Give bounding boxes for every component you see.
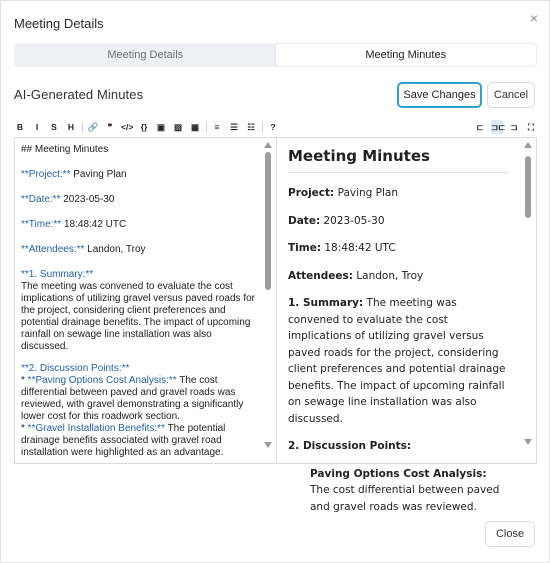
scroll-down-arrow-icon[interactable] (264, 442, 272, 448)
comment-icon[interactable]: ▣ (156, 122, 166, 132)
dialog-title: Meeting Details (14, 16, 104, 31)
preview-value: 2023-05-30 (320, 214, 385, 227)
preview-attendees (288, 268, 508, 285)
md-value: 2023-05-30 (60, 194, 115, 205)
help-icon[interactable]: ? (270, 122, 276, 132)
md-discussion-block (21, 363, 257, 459)
markdown-source-text[interactable] (21, 144, 257, 469)
preview-date (288, 213, 508, 230)
preview-heading: Meeting Minutes (288, 146, 508, 173)
table-icon[interactable]: ▦ (190, 122, 200, 132)
preview-label: Date: (288, 214, 321, 227)
code-block-icon[interactable]: {} (140, 122, 148, 132)
md-value: The cost differential between paved and gravel roads was reviewed, with gravel demonstrating a significantly lower cost for this roadwork section. (21, 375, 244, 422)
md-key: **2. Discussion Points:** (21, 363, 130, 374)
tab-bar (14, 43, 537, 67)
numbered-list-icon[interactable]: ☰ (230, 122, 238, 132)
preview-value: Landon, Troy (352, 269, 424, 282)
preview-label: Attendees: (288, 269, 353, 282)
scroll-up-arrow-icon[interactable] (524, 142, 532, 148)
md-bullet (21, 375, 257, 423)
preview-only-icon[interactable]: ⊐ (510, 122, 518, 132)
md-value: Paving Plan (70, 169, 127, 180)
md-value: 18:48:42 UTC (61, 219, 127, 230)
toolbar-separator (82, 122, 83, 132)
md-key: **Date:** (21, 194, 61, 205)
heading-icon[interactable]: H (67, 122, 75, 132)
close-icon[interactable]: × (529, 10, 539, 26)
preview-label: 1. Summary: (288, 297, 364, 309)
preview-discussion-heading (288, 438, 508, 455)
bulleted-list-icon[interactable]: ≡ (214, 122, 220, 132)
md-bullet-marker: * (21, 375, 28, 386)
md-key: **Project:** (21, 169, 71, 180)
preview-label: 2. Discussion Points: (288, 440, 412, 452)
scroll-down-arrow-icon[interactable] (524, 439, 532, 445)
toolbar-separator (206, 122, 207, 132)
editor-only-icon[interactable]: ⊏ (476, 122, 484, 132)
markdown-preview-pane (277, 138, 536, 513)
strikethrough-icon[interactable]: S (51, 122, 57, 132)
preview-summary (288, 295, 508, 427)
md-key: **Paving Options Cost Analysis:** (27, 375, 177, 386)
close-button[interactable]: Close (485, 521, 535, 547)
scroll-up-arrow-icon[interactable] (264, 142, 272, 148)
preview-value: Paving Plan (334, 187, 399, 199)
image-icon[interactable]: ▨ (173, 122, 183, 132)
preview-label: Project: (288, 187, 335, 199)
md-key: **1. Summary:** (21, 269, 94, 280)
section-title: AI-Generated Minutes (14, 87, 144, 102)
code-icon[interactable]: </> (121, 122, 134, 132)
preview-time (288, 240, 508, 257)
bold-icon[interactable]: B (16, 122, 24, 132)
markdown-editor (14, 137, 537, 513)
md-key: **Attendees:** (21, 244, 85, 255)
view-mode-toolbar (469, 118, 537, 136)
md-summary-text: The meeting was convened to evaluate the cost implications of utilizing gravel versus paved roads for the project, considering client preferences and potential drainage benefits. The impact of upcoming rainfall on sewage line installation was also discussed. (21, 281, 255, 352)
md-summary-block (21, 269, 257, 353)
link-icon[interactable]: 🔗 (87, 122, 99, 132)
editor-toolbar (14, 118, 537, 136)
preview-project (288, 185, 508, 202)
md-time-line (21, 219, 257, 231)
source-scrollbar[interactable] (264, 142, 272, 460)
save-changes-button[interactable]: Save Changes (397, 82, 482, 108)
md-bullet (21, 423, 257, 459)
md-attendees-line (21, 244, 257, 256)
tab-meeting-details[interactable]: Meeting Details (107, 49, 184, 61)
quote-icon[interactable]: ❞ (107, 122, 113, 132)
fullscreen-icon[interactable]: ⛶ (528, 122, 534, 132)
md-bullet-marker: * (21, 423, 28, 434)
split-view-icon[interactable]: ⊐⊏ (491, 122, 506, 132)
scrollbar-thumb[interactable] (525, 156, 531, 218)
tab-meeting-minutes[interactable]: Meeting Minutes (276, 44, 537, 66)
md-value: Landon, Troy (84, 244, 146, 255)
scrollbar-thumb[interactable] (265, 152, 271, 290)
md-project-line (21, 169, 257, 181)
preview-content (288, 146, 508, 526)
toolbar-separator (262, 122, 263, 132)
markdown-source-pane[interactable] (15, 138, 277, 463)
preview-value: The meeting was convened to evaluate the cost implications of utilizing gravel versus paved roads for the project, considering client preferences and potential drainage benefits. The impact of upcoming rainfall on sewage line installation was also discussed. (288, 297, 506, 425)
preview-value: 18:48:42 UTC (321, 242, 396, 254)
md-date-line (21, 194, 257, 206)
cancel-button[interactable]: Cancel (487, 82, 535, 108)
preview-value: The cost differential between paved and gravel roads was reviewed. (310, 484, 500, 513)
preview-bullet (288, 466, 508, 516)
preview-label: Time: (288, 242, 322, 254)
checklist-icon[interactable]: ☷ (247, 122, 255, 132)
italic-icon[interactable]: I (35, 122, 39, 132)
preview-label: Paving Options Cost Analysis: (310, 467, 487, 480)
md-key: **Gravel Installation Benefits:** (27, 423, 165, 434)
preview-scrollbar[interactable] (524, 142, 532, 460)
md-key: **Time:** (21, 219, 62, 230)
md-heading-line: ## Meeting Minutes (21, 144, 109, 155)
md-value: The potential drainage benefits associated with gravel road installation were highlighted as an advantage. (21, 423, 226, 458)
